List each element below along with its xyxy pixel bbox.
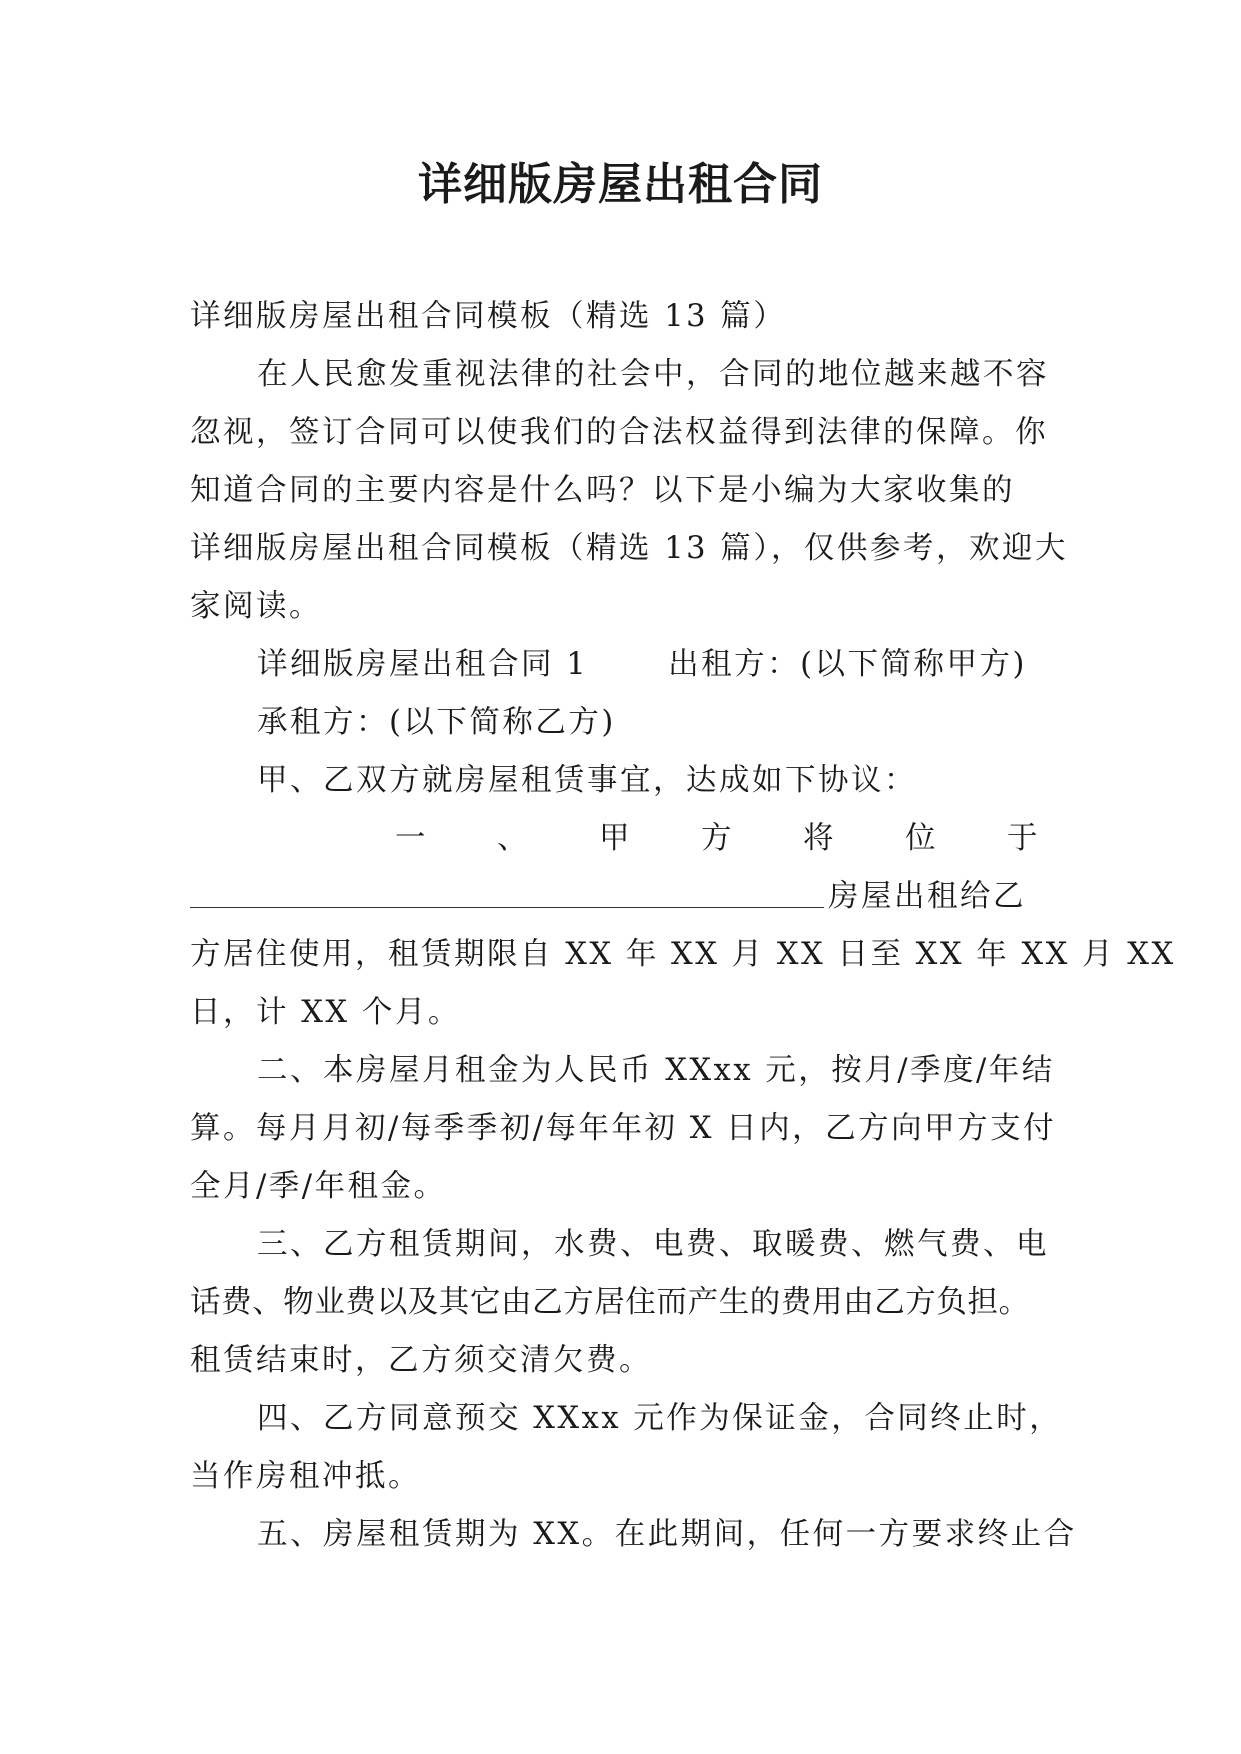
clause-2-line: 全月/季/年租金。 (190, 1169, 447, 1204)
clause-4-line: 当作房租冲抵。 (190, 1459, 421, 1494)
spread-char: 将 (803, 821, 836, 856)
intro-line: 在人民愈发重视法律的社会中，合同的地位越来越不容 (257, 357, 1049, 392)
clause-5-line: 五、房屋租赁期为 XX。在此期间，任何一方要求终止合 (257, 1517, 1077, 1552)
spread-char: 方 (701, 821, 734, 856)
clause-1-line: 日，计 XX 个月。 (190, 995, 461, 1030)
clause-1-spread-line (190, 810, 1052, 868)
clause-2-line: 二、本房屋月租金为人民币 XXxx 元，按月/季度/年结 (257, 1053, 1055, 1088)
spread-char: 一 (395, 821, 428, 856)
agreement-line: 甲、乙双方就房屋租赁事宜，达成如下协议： (257, 763, 917, 798)
document-title: 详细版房屋出租合同 (418, 159, 823, 210)
address-blank-line (190, 877, 824, 908)
document-body (190, 288, 1176, 1564)
lessor-label: 出租方：(以下简称甲方) (668, 647, 1027, 682)
spread-char: 位 (905, 821, 938, 856)
lessee-label: 承租方：(以下简称乙方) (257, 705, 616, 740)
intro-line: 知道合同的主要内容是什么吗？以下是小编为大家收集的 (190, 473, 1015, 508)
clause-1-address-line (190, 868, 1052, 926)
intro-line: 家阅读。 (190, 589, 322, 624)
clause-3-line: 租赁结束时，乙方须交清欠费。 (190, 1343, 652, 1378)
clause-3-line: 三、乙方租赁期间，水费、电费、取暖费、燃气费、电 (257, 1227, 1049, 1262)
clause-3-line: 话费、物业费以及其它由乙方居住而产生的费用由乙方负担。 (190, 1285, 1030, 1320)
clause-4-line: 四、乙方同意预交 XXxx 元作为保证金，合同终止时， (257, 1401, 1063, 1436)
clause-1-line: 方居住使用，租赁期限自 XX 年 XX 月 XX 日至 XX 年 XX 月 XX (190, 937, 1176, 972)
spread-char: 于 (1007, 821, 1040, 856)
template-heading: 详细版房屋出租合同模板（精选 13 篇） (190, 299, 787, 334)
spread-char: 甲 (599, 821, 632, 856)
section-1-title: 详细版房屋出租合同 1 (257, 647, 589, 682)
section-1-heading-line (190, 636, 1052, 694)
intro-line: 忽视，签订合同可以使我们的合法权益得到法律的保障。你 (190, 415, 1048, 450)
intro-line: 详细版房屋出租合同模板（精选 13 篇），仅供参考，欢迎大 (190, 531, 1068, 566)
clause-1-tail: 房屋出租给乙 (828, 879, 1026, 914)
clause-2-line: 算。每月月初/每季季初/每年年初 X 日内，乙方向甲方支付 (190, 1111, 1057, 1146)
spread-char: 、 (497, 821, 530, 856)
